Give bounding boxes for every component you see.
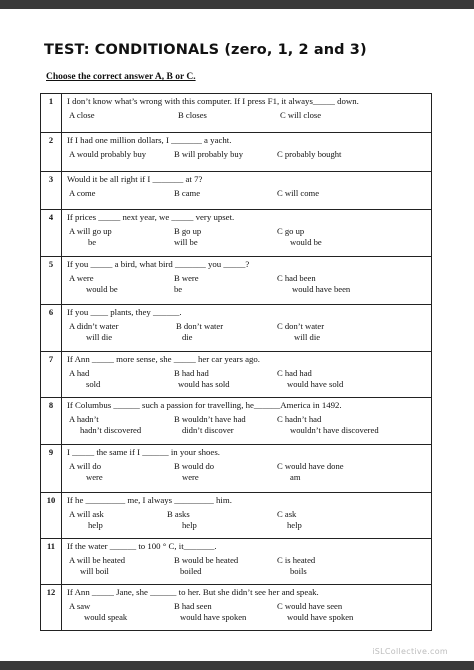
questions-table: [40, 93, 432, 631]
question-number: 7: [41, 352, 62, 398]
question-row: [41, 445, 432, 493]
option-b: B wouldn’t have had: [174, 414, 246, 424]
question-number: 11: [41, 539, 62, 585]
option-b: B go up: [174, 226, 202, 236]
question-cell: [62, 398, 432, 445]
question-cell: [62, 257, 432, 305]
question-text: If he _________ me, I always _________ him.: [67, 495, 232, 505]
option-b: B would be heated: [174, 555, 239, 565]
option-b-second-part: will be: [174, 237, 198, 247]
option-c: C will come: [277, 188, 320, 198]
question-row: [41, 305, 432, 352]
option-c: C had been: [277, 273, 316, 283]
question-number: 9: [41, 445, 62, 493]
question-text: If Ann _____ Jane, she ______ to her. But she didn’t see her and speak.: [67, 587, 319, 597]
option-c-second-part: wouldn’t have discovered: [290, 425, 379, 435]
option-c: C will close: [280, 110, 322, 120]
question-cell: [62, 210, 432, 257]
question-number: 1: [41, 94, 62, 133]
option-b: B would do: [174, 461, 215, 471]
option-c-second-part: would have spoken: [287, 612, 354, 622]
option-a-second-part: hadn’t discovered: [80, 425, 142, 435]
option-a: A had: [69, 368, 90, 378]
option-c: C go up: [277, 226, 305, 236]
question-cell: [62, 445, 432, 493]
option-b-second-part: boiled: [180, 566, 202, 576]
question-row: [41, 493, 432, 539]
option-a: A come: [69, 188, 96, 198]
option-a-second-part: be: [88, 237, 97, 247]
question-number: 12: [41, 585, 62, 631]
question-row: [41, 133, 432, 172]
question-text: If I had one million dollars, I _______ a yacht.: [67, 135, 232, 145]
option-b: B had seen: [174, 601, 212, 611]
option-c: C is heated: [277, 555, 316, 565]
option-a-second-part: were: [86, 472, 103, 482]
question-text: If Ann _____ more sense, she _____ her car years ago.: [67, 354, 260, 364]
option-b: B closes: [178, 110, 207, 120]
option-b: B asks: [167, 509, 190, 519]
option-a-second-part: help: [88, 520, 103, 530]
option-c: C probably bought: [277, 149, 342, 159]
option-c-second-part: will die: [294, 332, 321, 342]
option-b: B had had: [174, 368, 209, 378]
option-b-second-part: would has sold: [178, 379, 230, 389]
option-a: A were: [69, 273, 94, 283]
question-text: If you _____ a bird, what bird _______ you _____?: [67, 259, 250, 269]
question-text: Would it be all right if I _______ at 7?: [67, 174, 203, 184]
option-a: A saw: [69, 601, 91, 611]
option-b: B will probably buy: [174, 149, 243, 159]
question-cell: [62, 172, 432, 210]
option-a-second-part: would be: [86, 284, 118, 294]
question-row: [41, 210, 432, 257]
option-c: C would have done: [277, 461, 344, 471]
page-title: TEST: CONDITIONALS (zero, 1, 2 and 3): [44, 42, 367, 58]
question-cell: [62, 133, 432, 172]
option-c-second-part: boils: [290, 566, 307, 576]
option-a: A hadn’t: [69, 414, 99, 424]
question-row: [41, 94, 432, 133]
question-cell: [62, 585, 432, 631]
page-bottom-bar: [0, 661, 474, 670]
page-top-bar: [0, 0, 474, 9]
option-b-second-part: would have spoken: [180, 612, 247, 622]
option-c-second-part: would have been: [292, 284, 351, 294]
option-c: C ask: [277, 509, 297, 519]
question-cell: [62, 94, 432, 133]
option-a: A will ask: [69, 509, 104, 519]
question-number: 3: [41, 172, 62, 210]
question-text: I don’t know what’s wrong with this computer. If I press F1, it always_____ down.: [67, 96, 359, 106]
question-text: If Columbus ______ such a passion for travelling, he______America in 1492.: [67, 400, 342, 410]
question-cell: [62, 539, 432, 585]
option-b-second-part: help: [182, 520, 197, 530]
option-b-second-part: were: [182, 472, 199, 482]
question-row: [41, 398, 432, 445]
question-cell: [62, 352, 432, 398]
question-cell: [62, 305, 432, 352]
question-text: If prices _____ next year, we _____ very upset.: [67, 212, 235, 222]
question-cell: [62, 493, 432, 539]
option-c-second-part: am: [290, 472, 301, 482]
question-row: [41, 539, 432, 585]
question-text: I _____ the same if I ______ in your shoes.: [67, 447, 220, 457]
option-a-second-part: sold: [86, 379, 101, 389]
option-b-second-part: didn’t discover: [182, 425, 234, 435]
question-row: [41, 257, 432, 305]
option-c: C don’t water: [277, 321, 325, 331]
question-number: 2: [41, 133, 62, 172]
option-a: A didn’t water: [69, 321, 119, 331]
watermark: iSLCollective.com: [372, 647, 448, 656]
option-c: C had had: [277, 368, 312, 378]
option-a: A will do: [69, 461, 101, 471]
option-a-second-part: would speak: [84, 612, 128, 622]
question-number: 4: [41, 210, 62, 257]
option-a: A would probably buy: [69, 149, 147, 159]
option-b: B don’t water: [176, 321, 224, 331]
question-number: 6: [41, 305, 62, 352]
option-a-second-part: will die: [86, 332, 113, 342]
question-number: 10: [41, 493, 62, 539]
option-b: B came: [174, 188, 201, 198]
instruction: Choose the correct answer A, B or C.: [46, 72, 196, 82]
question-text: If the water ______ to 100 ° C, it_______.: [67, 541, 217, 551]
question-row: [41, 585, 432, 631]
question-row: [41, 352, 432, 398]
question-row: [41, 172, 432, 210]
question-text: If you ____ plants, they ______.: [67, 307, 182, 317]
option-c-second-part: would be: [290, 237, 322, 247]
option-b: B were: [174, 273, 199, 283]
option-a: A will go up: [69, 226, 112, 236]
option-a-second-part: will boil: [80, 566, 109, 576]
option-c-second-part: would have sold: [287, 379, 344, 389]
option-c: C hadn’t had: [277, 414, 322, 424]
option-b-second-part: be: [174, 284, 183, 294]
option-a: A close: [69, 110, 95, 120]
option-c-second-part: help: [287, 520, 302, 530]
option-a: A will be heated: [69, 555, 126, 565]
option-c: C would have seen: [277, 601, 343, 611]
question-number: 5: [41, 257, 62, 305]
question-number: 8: [41, 398, 62, 445]
option-b-second-part: die: [182, 332, 193, 342]
